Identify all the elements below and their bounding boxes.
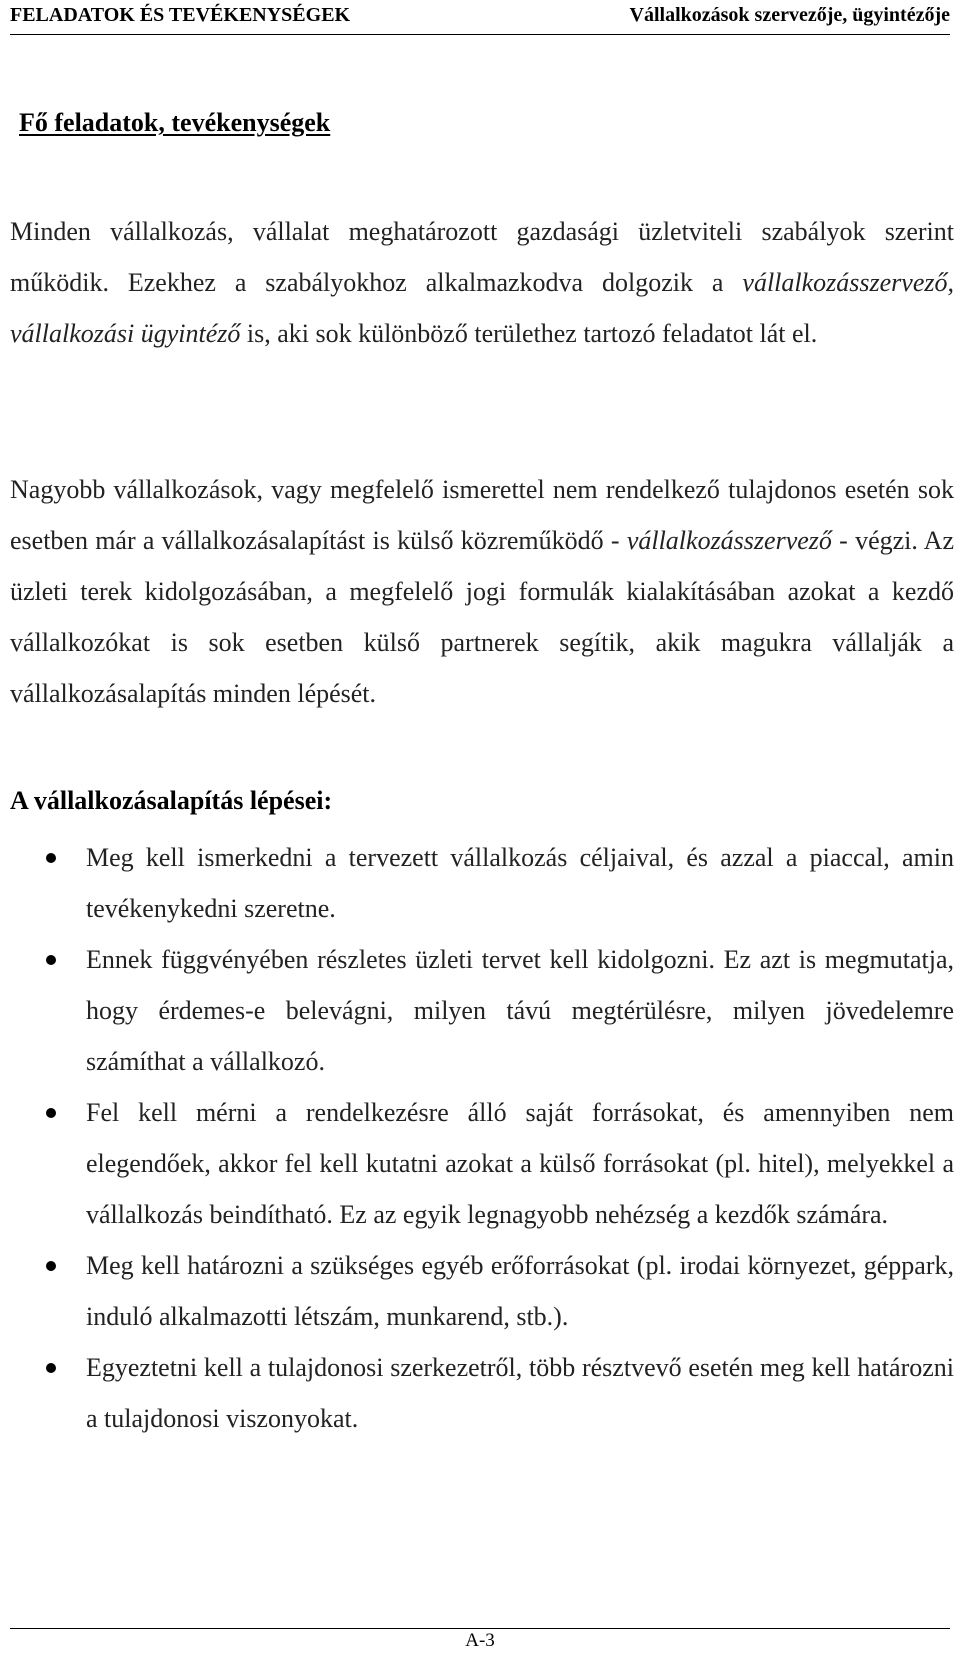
paragraph-external-help-text-2: - végzi. Az üzleti terek kidolgozásában, a megfelelő jogi formulák kialakításában azokat a kezdő vállalkozókat is sok esetben külső partnerek segítik, akik magukra vállalják a vállalkozásalapítás minden lépését. — [10, 526, 954, 708]
page-footer — [10, 1628, 950, 1652]
header-document-title: Vállalkozások szervezője, ügyintézője — [629, 4, 950, 26]
steps-list — [10, 832, 954, 1444]
list-item — [10, 1240, 954, 1342]
paragraph-external-help-text-1: Nagyobb vállalkozások, vagy megfelelő ismerettel nem rendelkező tulajdonos esetén sok esetben már a vállalkozásalapítást is külső közreműködő - — [10, 475, 954, 555]
list-item-text: Meg kell ismerkedni a tervezett vállalkozás céljaival, és azzal a piaccal, amin tevékenykedni szeretne. — [86, 843, 954, 923]
list-item — [10, 1087, 954, 1240]
section-title: Fő feladatok, tevékenységek — [19, 108, 331, 137]
page-header — [10, 4, 950, 35]
list-item-text: Ennek függvényében részletes üzleti tervet kell kidolgozni. Ez azt is megmutatja, hogy érdemes-e belevágni, milyen távú megtérülésre, milyen jövedelemre számíthat a vállalkozó. — [86, 945, 954, 1076]
list-item-text: Egyeztetni kell a tulajdonosi szerkezetről, több résztvevő esetén meg kell határozni a tulajdonosi viszonyokat. — [86, 1353, 954, 1433]
paragraph-intro-text-1: Minden vállalkozás, vállalat meghatározott gazdasági üzletviteli szabályok szerint működik. Ezekhez a szabályokhoz alkalmazkodva dolgozik a — [10, 217, 954, 297]
paragraph-intro-text-2: is, aki sok különböző területhez tartozó feladatot lát el. — [240, 319, 818, 348]
page-number: A-3 — [465, 1630, 495, 1651]
list-item-text: Fel kell mérni a rendelkezésre álló saját forrásokat, és amennyiben nem elegendőek, akkor fel kell kutatni azokat a külső forrásokat (pl. hitel), melyekkel a vállalkozás beindítható. Ez az egyik legnagyobb nehézség a kezdők számára. — [86, 1098, 954, 1229]
steps-title: A vállalkozásalapítás lépései: — [10, 786, 333, 815]
bullet-icon — [46, 1108, 56, 1118]
paragraph-intro-italic: vállalkozásszervező, vállalkozási ügyintéző — [10, 268, 954, 348]
paragraph-external-help-italic: vállalkozásszervező — [626, 526, 832, 555]
list-item — [10, 1342, 954, 1444]
paragraph-external-help — [10, 464, 954, 719]
list-item — [10, 832, 954, 934]
list-item — [10, 934, 954, 1087]
bullet-icon — [46, 1261, 56, 1271]
bullet-icon — [46, 853, 56, 863]
list-item-text: Meg kell határozni a szükséges egyéb erőforrásokat (pl. irodai környezet, géppark, induló alkalmazotti létszám, munkarend, stb.). — [86, 1251, 954, 1331]
header-chapter-title: FELADATOK ÉS TEVÉKENYSÉGEK — [10, 4, 351, 26]
bullet-icon — [46, 1363, 56, 1373]
paragraph-intro — [10, 206, 954, 359]
bullet-icon — [46, 955, 56, 965]
